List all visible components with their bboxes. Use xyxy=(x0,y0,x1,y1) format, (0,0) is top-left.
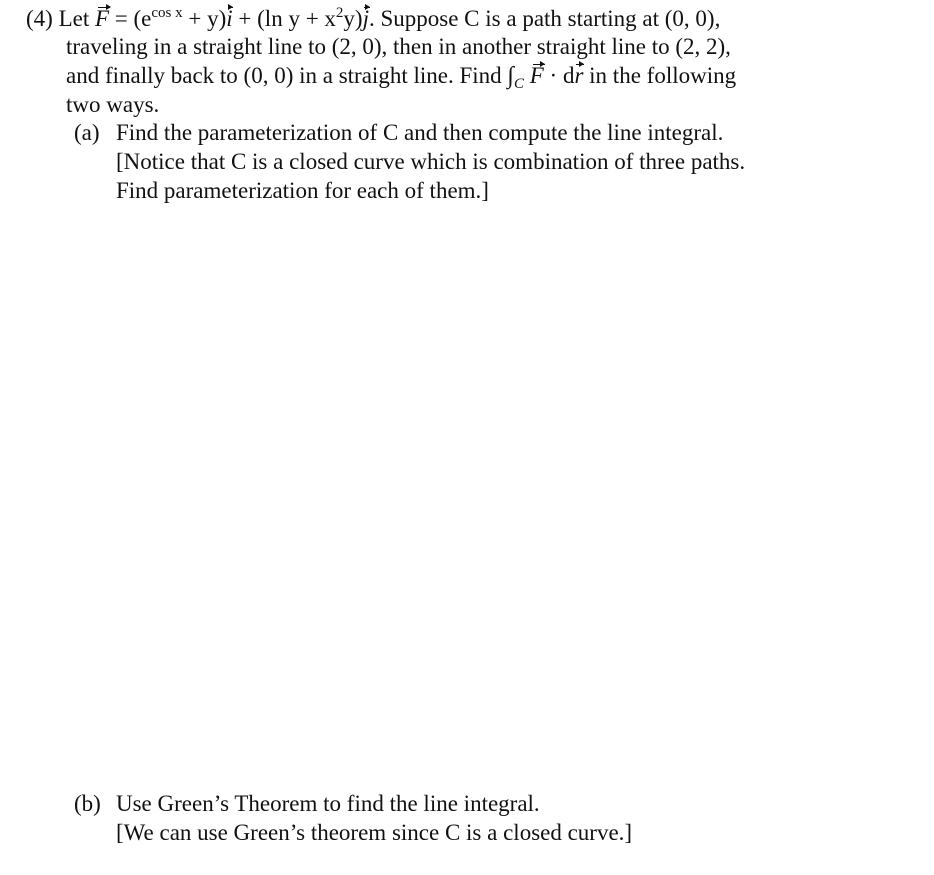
problem-line-1 xyxy=(26,6,720,32)
problem-line-3 xyxy=(66,63,737,92)
part-a-label: (a) xyxy=(74,120,100,145)
exponent-cos-x: cos x xyxy=(151,5,183,21)
integral-subscript: C xyxy=(513,76,524,92)
equation-part: y) xyxy=(343,6,363,31)
equation-part: + y) xyxy=(182,6,227,31)
exponent-2: 2 xyxy=(335,5,344,21)
problem-line-2: traveling in a straight line to (2, 0), then in another straight line to (2, 2), xyxy=(66,34,731,59)
problem-line-4: two ways. xyxy=(66,92,160,117)
problem-line-3-start: and finally back to (0, 0) in a straight line. Find xyxy=(66,63,502,88)
part-b-line-1: Use Green’s Theorem to find the line integral. xyxy=(116,791,540,816)
problem-line-3-end: in the following xyxy=(583,63,737,88)
part-b-label: (b) xyxy=(74,791,101,816)
let-word: Let xyxy=(58,6,90,31)
vector-F: F xyxy=(94,6,110,31)
unit-vector-i: i xyxy=(226,6,233,31)
equation-part: = (e xyxy=(109,6,152,31)
dot-d: · d xyxy=(543,63,575,88)
part-a-line-1: Find the parameterization of C and then compute the line integral. xyxy=(116,120,724,145)
problem-number: (4) xyxy=(26,6,53,31)
part-b-line-2: [We can use Green’s theorem since C is a closed curve.] xyxy=(116,820,633,845)
part-a-line-3: Find parameterization for each of them.] xyxy=(116,178,489,203)
part-a-line-2: [Notice that C is a closed curve which is combination of three paths. xyxy=(116,149,746,174)
equation-part: + (ln y + x xyxy=(232,6,336,31)
unit-vector-j: j xyxy=(362,6,369,31)
integral-sign: ∫ xyxy=(507,63,514,89)
integrand-vector-F: F xyxy=(529,63,544,88)
vector-r: r xyxy=(574,63,584,88)
answer-space-a xyxy=(66,210,866,780)
problem-line-1-rest: . Suppose C is a path starting at (0, 0), xyxy=(368,6,721,31)
